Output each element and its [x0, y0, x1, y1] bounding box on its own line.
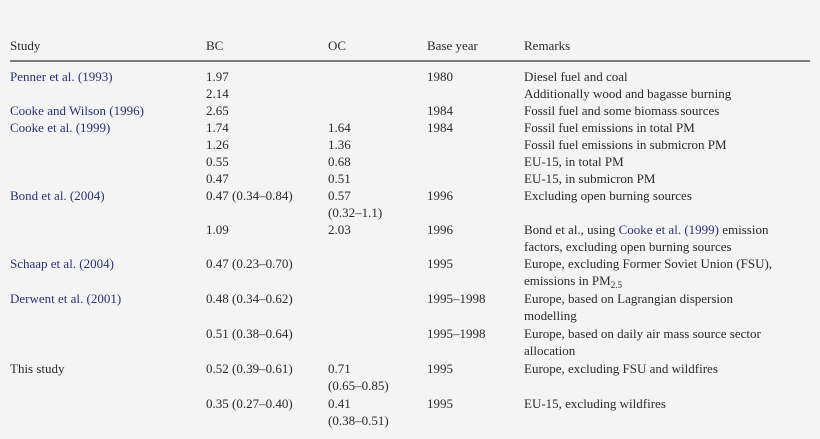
oc-value: 1.36: [328, 137, 351, 152]
remark: EU-15, in submicron PM: [524, 171, 656, 186]
bc-value: 2.14: [206, 86, 229, 101]
remark: Europe, excluding Former Soviet Union (FSU),: [524, 256, 773, 271]
oc-value: 1.64: [328, 120, 351, 135]
oc-value: 0.68: [328, 154, 351, 169]
bc-value: 1.97: [206, 69, 229, 84]
base-year: 1995–1998: [427, 291, 486, 306]
study-link[interactable]: Derwent et al. (2001): [10, 291, 122, 306]
base-year: 1996: [427, 222, 453, 237]
oc-range: (0.32–1.1): [328, 205, 383, 220]
base-year: 1984: [427, 103, 453, 118]
remark-text: emission: [718, 222, 769, 237]
remark: Europe, based on Lagrangian dispersion: [524, 291, 734, 306]
cooke-1999-link[interactable]: Cooke et al. (1999): [618, 222, 719, 237]
bc-value: 0.47 (0.23–0.70): [206, 256, 293, 271]
remark: EU-15, in total PM: [524, 154, 624, 169]
header-base-year: Base year: [427, 38, 478, 53]
oc-value: 0.41: [328, 396, 351, 411]
study-link[interactable]: Cooke and Wilson (1996): [10, 103, 144, 118]
header-study: Study: [10, 38, 41, 53]
bc-value: 0.47: [206, 171, 229, 186]
pm-subscript: 2.5: [610, 280, 622, 290]
study-link[interactable]: Bond et al. (2004): [10, 188, 105, 203]
bc-value: 1.09: [206, 222, 229, 237]
remark: EU-15, excluding wildfires: [524, 396, 666, 411]
oc-value: 0.57: [328, 188, 351, 203]
base-year: 1995: [427, 256, 453, 271]
bc-value: 1.74: [206, 120, 229, 135]
bc-value: 0.55: [206, 154, 229, 169]
remark-text: Bond et al., using: [524, 222, 619, 237]
remark-continued: [524, 272, 622, 289]
oc-value: 0.51: [328, 171, 351, 186]
remark: Fossil fuel and some biomass sources: [524, 103, 720, 118]
base-year: 1995: [427, 361, 453, 376]
oc-value: 2.03: [328, 222, 351, 237]
base-year: 1995: [427, 396, 453, 411]
bc-value: 2.65: [206, 103, 229, 118]
remark-continued: allocation: [524, 343, 576, 358]
bc-value: 0.47 (0.34–0.84): [206, 188, 293, 203]
table-header: [0, 37, 820, 55]
base-year: 1980: [427, 69, 453, 84]
base-year: 1984: [427, 120, 453, 135]
remark: Europe, excluding FSU and wildfires: [524, 361, 718, 376]
study-link[interactable]: Penner et al. (1993): [10, 69, 113, 84]
remark: Excluding open burning sources: [524, 188, 692, 203]
oc-value: 0.71: [328, 361, 351, 376]
header-bc: BC: [206, 38, 224, 53]
header-rule: [10, 60, 810, 62]
remark: [524, 221, 768, 238]
study-link[interactable]: Cooke et al. (1999): [10, 120, 111, 135]
remark: Fossil fuel emissions in total PM: [524, 120, 695, 135]
remark-continued: factors, excluding open burning sources: [524, 239, 732, 254]
bc-value: 0.48 (0.34–0.62): [206, 291, 293, 306]
bc-value: 0.51 (0.38–0.64): [206, 326, 293, 341]
bc-value: 0.35 (0.27–0.40): [206, 396, 293, 411]
remark-text: emissions in PM: [524, 273, 611, 288]
remark: Additionally wood and bagasse burning: [524, 86, 732, 101]
study-link[interactable]: Schaap et al. (2004): [10, 256, 114, 271]
base-year: 1996: [427, 188, 453, 203]
oc-range: (0.38–0.51): [328, 413, 389, 428]
base-year: 1995–1998: [427, 326, 486, 341]
remark: Diesel fuel and coal: [524, 69, 628, 84]
header-remarks: Remarks: [524, 38, 571, 53]
remark: Fossil fuel emissions in submicron PM: [524, 137, 727, 152]
header-oc: OC: [328, 38, 347, 53]
oc-range: (0.65–0.85): [328, 378, 389, 393]
study-name: This study: [10, 361, 65, 376]
remark-continued: modelling: [524, 308, 577, 323]
bc-value: 1.26: [206, 137, 229, 152]
bc-value: 0.52 (0.39–0.61): [206, 361, 293, 376]
remark: Europe, based on daily air mass source sector: [524, 326, 761, 341]
